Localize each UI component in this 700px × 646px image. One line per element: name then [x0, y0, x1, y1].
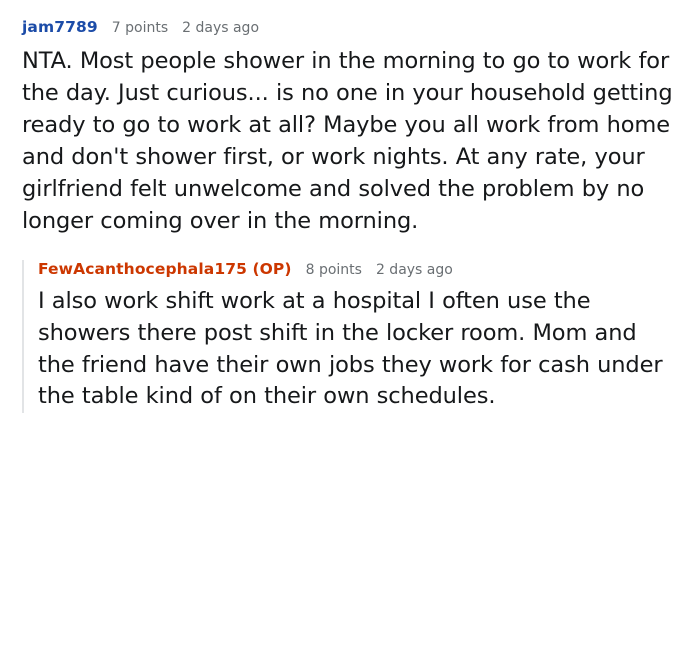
comment-reply — [22, 260, 678, 414]
comment-score: 7 points — [111, 20, 169, 36]
reply-meta — [38, 260, 678, 278]
reply-body: I also work shift work at a hospital I often use the showers there post shift in the locker room. Mom and the friend have their own jobs they work for cash under the table kind of on their own schedules. — [38, 287, 663, 410]
comment-meta — [22, 18, 678, 36]
comment-author[interactable]: jam7789 — [22, 18, 98, 36]
comment-body: NTA. Most people shower in the morning to go to work for the day. Just curious... is no one in your household getting ready to go to work at all? Maybe you all work from home and don't shower first, or work nights. At any rate, your girlfriend felt unwelcome and solved the problem by no longer coming over in the morning. — [22, 48, 673, 234]
reply-author[interactable]: FewAcanthocephala175 (OP) — [38, 259, 292, 278]
comment-timestamp: 2 days ago — [182, 20, 260, 36]
reply-timestamp: 2 days ago — [375, 261, 453, 278]
comment-top-level — [22, 18, 678, 413]
reply-score: 8 points — [305, 261, 362, 278]
